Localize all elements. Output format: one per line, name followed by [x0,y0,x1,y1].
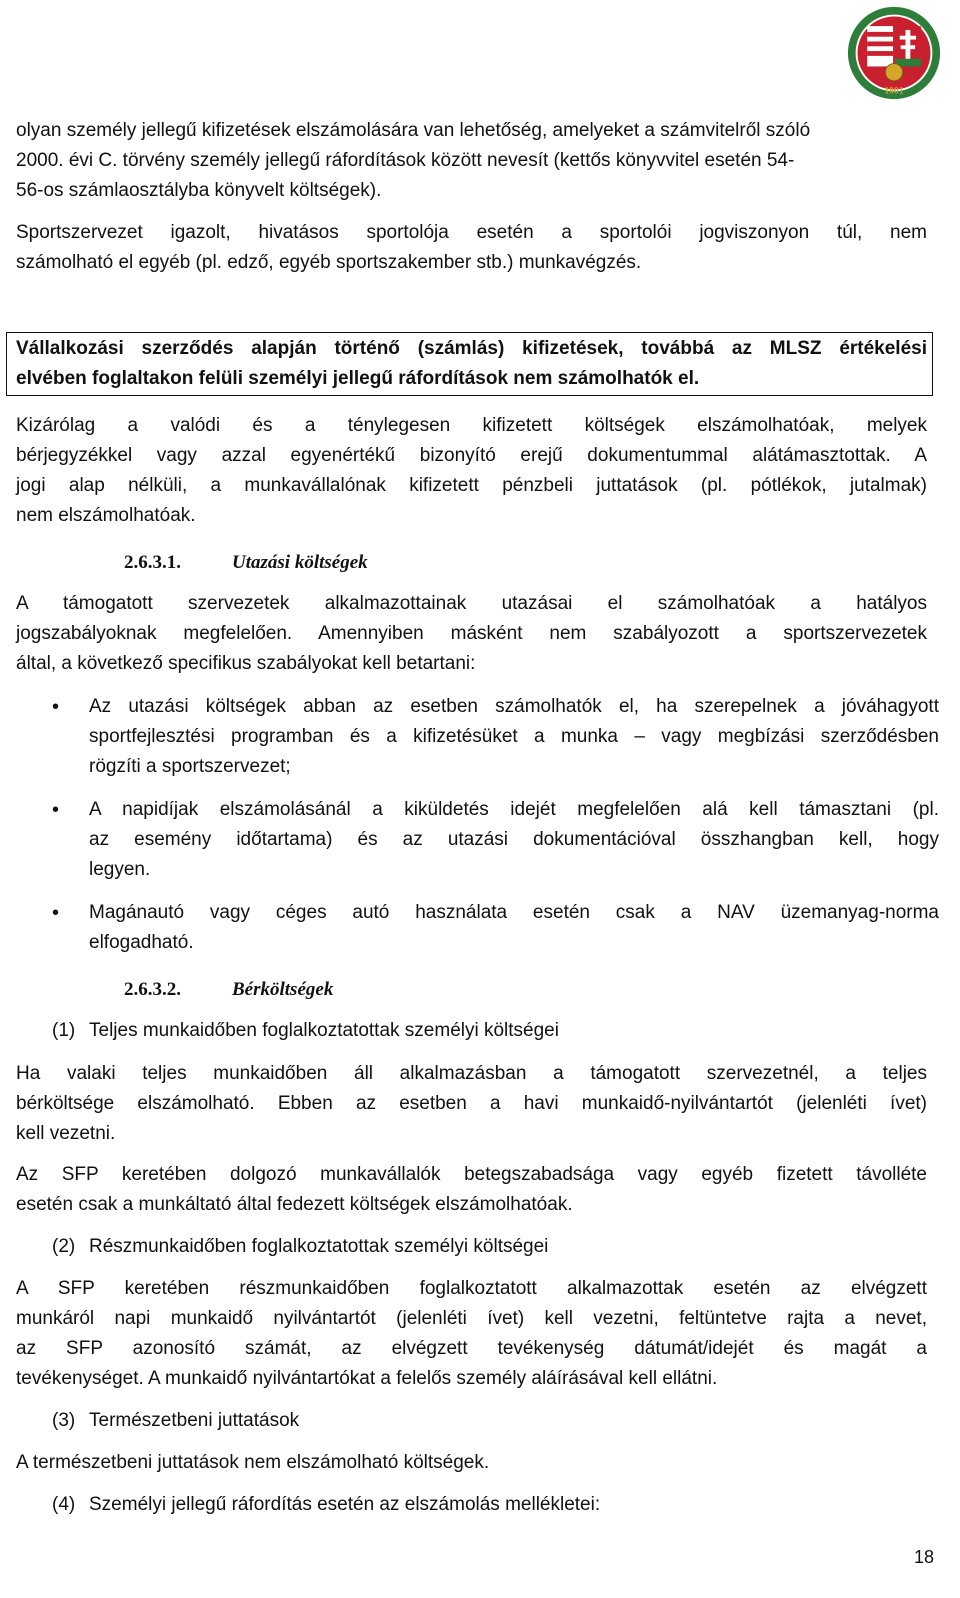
section-title: Bérköltségek [232,979,334,1000]
text-line: esetén csak a munkáltató által fedezett költségek elszámolhatóak. [16,1194,573,1215]
paragraph-personal-expenses [16,116,927,206]
text-line: által, a következő specifikus szabályokat kell betartani: [16,653,476,674]
text-line: Sportszervezet igazolt, hivatásos sportolója esetén a sportolói jogviszonyon túl, nem [16,222,927,243]
bullet-item-travel-costs [89,692,939,782]
text-line: Ha valaki teljes munkaidőben áll alkalmazásban a támogatott szervezetnél, a teljes [16,1063,927,1084]
subitem-title: Teljes munkaidőben foglalkoztatottak személyi költségei [89,1020,559,1041]
subitem-full-time [52,1016,559,1046]
subitem-in-kind [52,1406,299,1436]
paragraph-full-time [16,1059,927,1149]
text-line: Vállalkozási szerződés alapján történő (számlás) kifizetések, továbbá az MLSZ értékelési [16,338,927,359]
paragraph-part-time [16,1274,927,1394]
subitem-title: Természetbeni juttatások [89,1410,300,1431]
section-heading-travel [124,552,368,574]
text-line: A napidíjak elszámolásánál a kiküldetés idejét megfelelően alá kell támasztani (pl. [89,799,939,820]
subitem-number: (2) [52,1236,76,1257]
text-line: Az utazási költségek abban az esetben számolhatók el, ha szerepelnek a jóváhagyott [89,696,939,717]
svg-text:1901: 1901 [884,85,904,97]
text-line: Az SFP keretében dolgozó munkavállalók betegszabadsága vagy egyéb fizetett távolléte [16,1164,927,1185]
text-line: Magánautó vagy céges autó használata esetén csak a NAV üzemanyag-norma [89,902,939,923]
subitem-number: (1) [52,1020,76,1041]
text-line: legyen. [89,859,151,880]
text-line: elvében foglaltakon felüli személyi jellegű ráfordítások nem számolhatók el. [16,368,700,389]
paragraph-sports-organization [16,218,927,278]
text-line: 56-os számlaosztályba könyvelt költségek). [16,180,382,201]
text-line: az esemény időtartama) és az utazási dokumentációval összhangban kell, hogy [89,829,939,850]
paragraph-in-kind [16,1448,927,1478]
subitem-number: (4) [52,1494,76,1515]
text-line: olyan személy jellegű kifizetések elszámolására van lehetőség, amelyeket a számvitelről szóló [16,120,811,141]
subitem-title: Személyi jellegű ráfordítás esetén az elszámolás mellékletei: [89,1494,601,1515]
text-line: nem elszámolhatóak. [16,505,196,526]
text-line: 2000. évi C. törvény személy jellegű ráfordítások között nevesít (kettős könyvvitel esetén 54- [16,150,795,171]
text-line: A SFP keretében részmunkaidőben foglalkoztatott alkalmazottak esetén az elvégzett [16,1278,927,1299]
text-line: Kizárólag a valódi és a ténylegesen kifizetett költségek elszámolhatóak, melyek [16,415,927,436]
subitem-title: Részmunkaidőben foglalkoztatottak személyi költségei [89,1236,549,1257]
text-line: jogszabályoknak megfelelően. Amennyiben másként nem szabályozott a sportszervezetek [16,623,927,644]
paragraph-sick-leave [16,1160,927,1220]
paragraph-travel-intro [16,589,927,679]
section-number: 2.6.3.2. [124,979,181,1000]
text-line: A támogatott szervezetek alkalmazottainak utazásai el számolhatóak a hatályos [16,593,927,614]
mlsz-logo [846,5,942,101]
text-line: rögzíti a sportszervezet; [89,756,291,777]
text-line: jogi alap nélküli, a munkavállalónak kifizetett pénzbeli juttatások (pl. pótlékok, jutalmak) [16,475,927,496]
subitem-attachments [52,1490,600,1520]
text-line: bérköltsége elszámolható. Ebben az esetben a havi munkaidő-nyilvántartót (jelenléti ívet) [16,1093,927,1114]
bullet-item-car-use [89,898,939,958]
subitem-part-time [52,1232,548,1262]
bullet-item-per-diem [89,795,939,885]
subitem-number: (3) [52,1410,76,1431]
text-line: munkáról napi munkaidő nyilvántartót (jelenléti ívet) kell vezetni, feltüntetve rajta a nevet, [16,1308,927,1329]
bullet-icon: • [52,696,60,718]
page-number: 18 [914,1547,935,1567]
text-line: kell vezetni. [16,1123,116,1144]
section-number: 2.6.3.1. [124,552,181,573]
bullet-icon: • [52,902,60,924]
section-title: Utazási költségek [232,552,368,573]
text-line: az SFP azonosító számát, az elvégzett tevékenység dátumát/idejét és magát a [16,1338,927,1359]
text-line: sportfejlesztési programban és a kifizetésüket a munka – vagy megbízási szerződésben [89,726,939,747]
notice-text [16,334,927,394]
text-line: tevékenységet. A munkaidő nyilvántartókat a felelős személy aláírásával kell ellátni. [16,1368,718,1389]
text-line: A természetbeni juttatások nem elszámolható költségek. [16,1452,490,1473]
text-line: elfogadható. [89,932,194,953]
paragraph-eligible-costs [16,411,927,531]
text-line: számolható el egyéb (pl. edző, egyéb sportszakember stb.) munkavégzés. [16,252,642,273]
bullet-icon: • [52,799,60,821]
text-line: bérjegyzékkel vagy azzal egyenértékű bizonyító erejű dokumentummal alátámasztottak. A [16,445,927,466]
section-heading-wages [124,979,333,1001]
